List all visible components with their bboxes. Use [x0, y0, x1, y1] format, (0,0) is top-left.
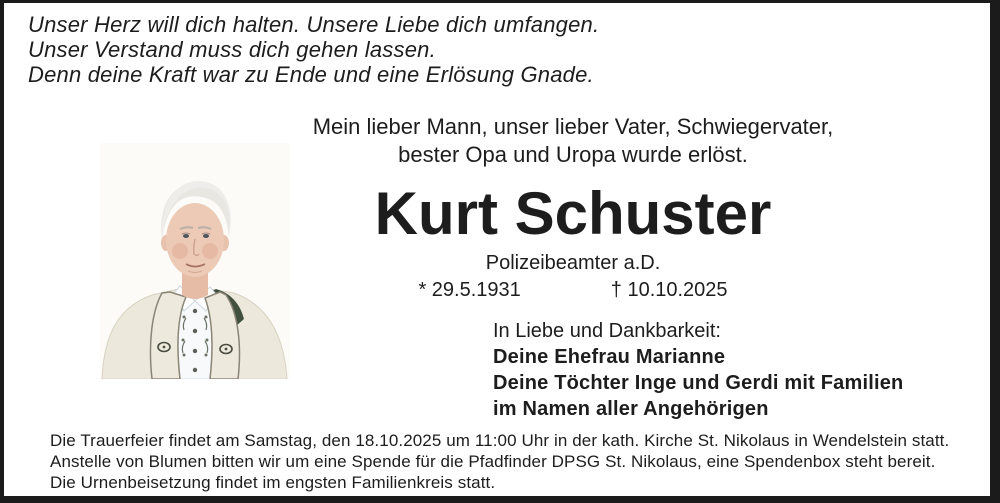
deceased-name: Kurt Schuster	[374, 180, 772, 247]
death-date: † 10.10.2025	[610, 279, 728, 301]
birth-date: * 29.5.1931	[418, 279, 521, 301]
mourners-intro: In Liebe und Dankbarkeit:	[493, 320, 721, 342]
funeral-info-line: Die Trauerfeier findet am Samstag, den 18.10.2025 um 11:00 Uhr in der kath. Kirche St. Nikolaus in Wendelstein statt.	[50, 431, 950, 450]
intro-text	[300, 113, 846, 169]
portrait-photo	[100, 143, 290, 379]
mourner-line: Deine Ehefrau Marianne	[493, 346, 726, 368]
mourner-line: im Namen aller Angehörigen	[493, 398, 769, 420]
funeral-info-line: Die Urnenbeisetzung findet im engsten Familienkreis statt.	[50, 473, 496, 492]
funeral-info	[50, 430, 949, 493]
verse-line: Denn deine Kraft war zu Ende und eine Erlösung Gnade.	[28, 62, 594, 87]
verse-line: Unser Verstand muss dich gehen lassen.	[28, 37, 436, 62]
deceased-profession: Polizeibeamter a.D.	[485, 252, 661, 274]
verse-line: Unser Herz will dich halten. Unsere Liebe dich umfangen.	[28, 12, 600, 37]
life-dates	[300, 278, 846, 302]
mourners-block	[493, 318, 903, 422]
funeral-info-line: Anstelle von Blumen bitten wir um eine Spende für die Pfadfinder DPSG St. Nikolaus, eine Spendenbox steht bereit.	[50, 452, 936, 471]
portrait-elderly-man-icon	[100, 143, 290, 379]
intro-line: bester Opa und Uropa wurde erlöst.	[398, 142, 748, 167]
opening-verse	[28, 12, 599, 87]
mourner-line: Deine Töchter Inge und Gerdi mit Familien	[493, 372, 904, 394]
intro-line: Mein lieber Mann, unser lieber Vater, Schwiegervater,	[312, 114, 834, 139]
